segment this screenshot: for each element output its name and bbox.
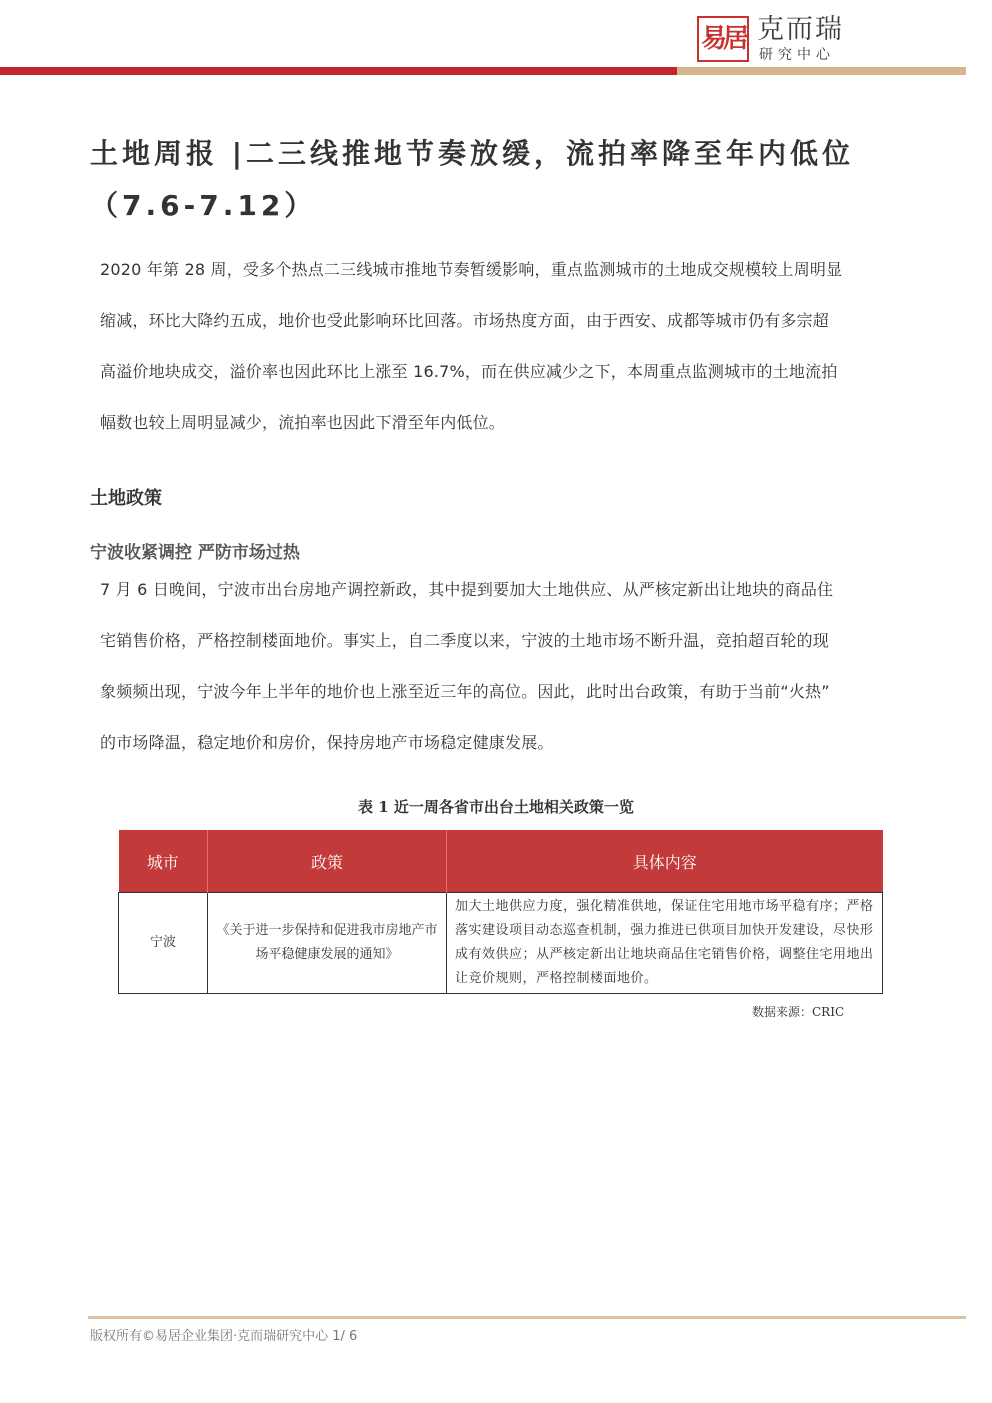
header-bar-tan bbox=[677, 67, 966, 75]
intro-line: 缩减，环比大降约五成，地价也受此影响环比回落。市场热度方面，由于西安、成都等城市仍有多宗超 bbox=[100, 311, 830, 330]
intro-paragraph bbox=[100, 244, 900, 448]
table-caption: 表 1 近一周各省市出台土地相关政策一览 bbox=[358, 798, 634, 816]
header-policy: 政策 bbox=[208, 830, 447, 893]
header-detail: 具体内容 bbox=[447, 830, 883, 893]
section-heading: 土地政策 bbox=[90, 488, 162, 509]
section-subheading: 宁波收紧调控 严防市场过热 bbox=[90, 543, 300, 563]
policy-table bbox=[118, 830, 883, 994]
header-city: 城市 bbox=[119, 830, 208, 893]
footer-divider bbox=[88, 1316, 966, 1319]
intro-line: 高溢价地块成交，溢价率也因此环比上涨至 16.7%，而在供应减少之下，本周重点监测城市的土地流拍 bbox=[100, 362, 838, 381]
title-line-2: （7.6-7.12） bbox=[90, 189, 317, 222]
table-source: 数据来源：CRIC bbox=[752, 1005, 845, 1019]
brand-logo bbox=[697, 14, 847, 66]
policy-line: 7 月 6 日晚间，宁波市出台房地产调控新政，其中提到要加大土地供应、从严核定新出让地块的商品住 bbox=[100, 580, 834, 599]
title-line-1: 土地周报 |二三线推地节奏放缓，流拍率降至年内低位 bbox=[90, 137, 854, 170]
intro-line: 2020 年第 28 周，受多个热点二三线城市推地节奏暂缓影响，重点监测城市的土地成交规模较上周明显 bbox=[100, 260, 843, 279]
intro-line: 幅数也较上周明显减少，流拍率也因此下滑至年内低位。 bbox=[100, 413, 506, 432]
cell-detail: 加大土地供应力度，强化精准供地，保证住宅用地市场平稳有序；严格落实建设项目动态巡查机制，强力推进已供项目加快开发建设，尽快形成有效供应；从严核定新出让地块商品住宅销售价格，调整住宅用地出让竞价规则，严格控制楼面地价。 bbox=[447, 893, 883, 994]
footer-copyright: 版权所有©易居企业集团·克而瑞研究中心 1/ 6 bbox=[90, 1329, 358, 1344]
header-bar-red bbox=[0, 67, 677, 75]
policy-paragraph bbox=[100, 564, 900, 768]
policy-line: 宅销售价格，严格控制楼面地价。事实上，自二季度以来，宁波的土地市场不断升温，竞拍超百轮的现 bbox=[100, 631, 830, 650]
logo-name: 克而瑞 bbox=[757, 14, 844, 45]
logo-seal-icon: 易居 bbox=[697, 16, 749, 62]
cell-city: 宁波 bbox=[119, 893, 208, 994]
policy-line: 的市场降温，稳定地价和房价，保持房地产市场稳定健康发展。 bbox=[100, 733, 554, 752]
logo-subtitle: 研究中心 bbox=[759, 47, 835, 63]
page-title bbox=[90, 128, 920, 232]
table-header-row bbox=[119, 830, 883, 893]
table-row bbox=[119, 893, 883, 994]
cell-policy: 《关于进一步保持和促进我市房地产市场平稳健康发展的通知》 bbox=[208, 893, 447, 994]
policy-line: 象频频出现，宁波今年上半年的地价也上涨至近三年的高位。因此，此时出台政策，有助于当前“火热” bbox=[100, 682, 830, 701]
